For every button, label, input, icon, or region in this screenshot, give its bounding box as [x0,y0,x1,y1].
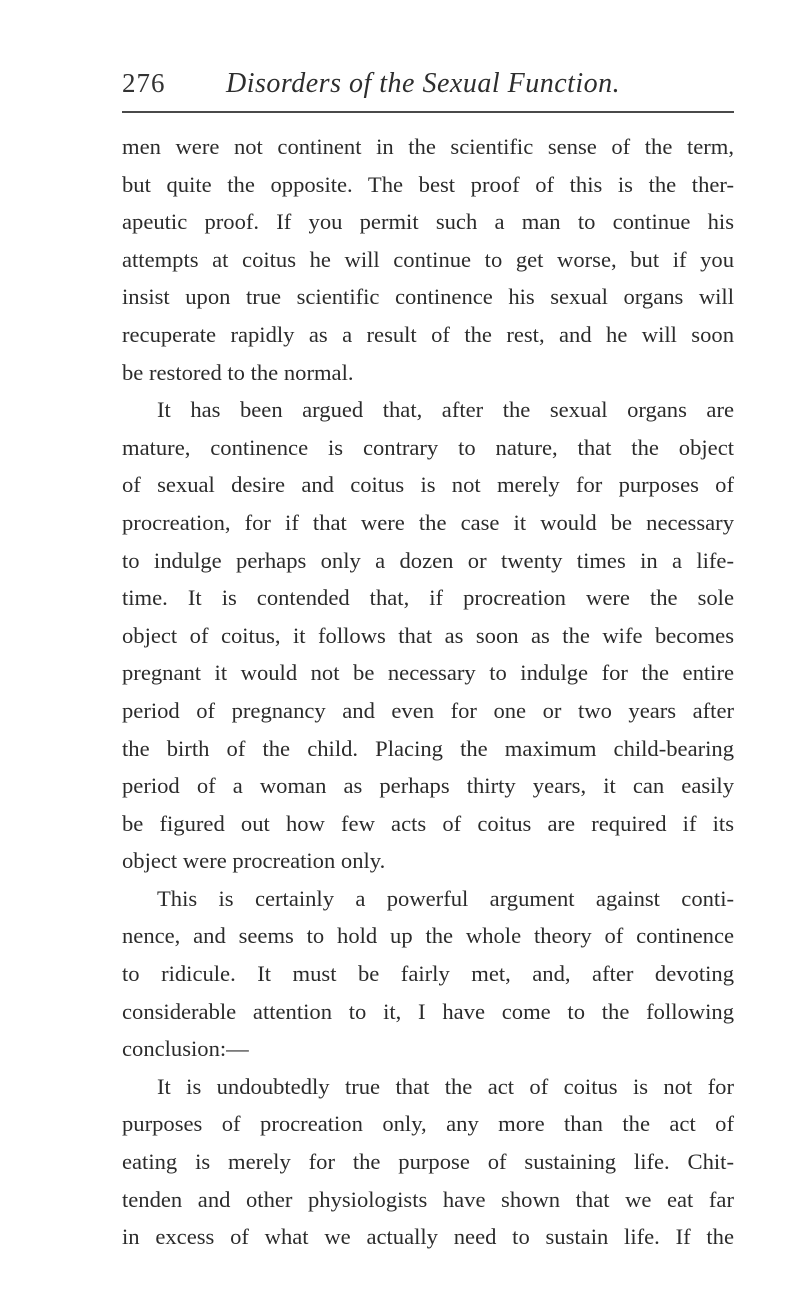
text-line: object of coitus, it follows that as soon as the wife becomes [122,622,734,648]
page-number: 276 [122,68,166,98]
text-line: recuperate rapidly as a result of the rest, and he will soon [122,321,734,347]
text-line: in excess of what we actually need to sustain life. If the [122,1224,734,1250]
text-line: period of pregnancy and even for one or two years after [122,697,734,723]
text-line: object were procreation only. [122,848,386,874]
header-rule [122,111,734,113]
text-line: men were not continent in the scientific sense of the term, [122,134,734,159]
text-line: purposes of procreation only, any more than the act of [122,1111,734,1137]
paragraph-start-line: It has been argued that, after the sexual organs are [157,397,734,423]
text-line: pregnant it would not be necessary to indulge for the entire [122,660,734,686]
text-line: time. It is contended that, if procreation were the sole [122,585,734,611]
text-line: but quite the opposite. The best proof of this is the ther- [122,171,734,197]
text-line: apeutic proof. If you permit such a man to continue his [122,209,734,235]
text-line: conclusion:— [122,1036,249,1062]
text-line: insist upon true scientific continence his sexual organs will [122,284,734,310]
text-line: mature, continence is contrary to nature, that the object [122,434,734,460]
running-head [122,68,734,108]
text-line: to indulge perhaps only a dozen or twenty times in a life- [122,547,734,573]
text-line: procreation, for if that were the case it would be necessary [122,509,734,535]
text-line: to ridicule. It must be fairly met, and, after devoting [122,961,734,987]
text-line: tenden and other physiologists have shown that we eat far [122,1186,734,1212]
text-line: period of a woman as perhaps thirty years, it can easily [122,773,734,799]
text-line: attempts at coitus he will continue to get worse, but if you [122,246,734,272]
text-line: be figured out how few acts of coitus are required if its [122,810,734,836]
text-line: the birth of the child. Placing the maximum child-bearing [122,735,734,761]
running-title: Disorders of the Sexual Function. [226,68,621,99]
body-text [122,128,734,1256]
text-line: be restored to the normal. [122,359,354,385]
paragraph-start-line: This is certainly a powerful argument against conti- [157,885,734,911]
text-line: of sexual desire and coitus is not merely for purposes of [122,472,734,498]
text-line: nence, and seems to hold up the whole theory of continence [122,923,734,949]
text-line: eating is merely for the purpose of sustaining life. Chit- [122,1149,734,1175]
text-line: considerable attention to it, I have come to the following [122,998,734,1024]
paragraph-start-line: It is undoubtedly true that the act of coitus is not for [157,1073,734,1099]
